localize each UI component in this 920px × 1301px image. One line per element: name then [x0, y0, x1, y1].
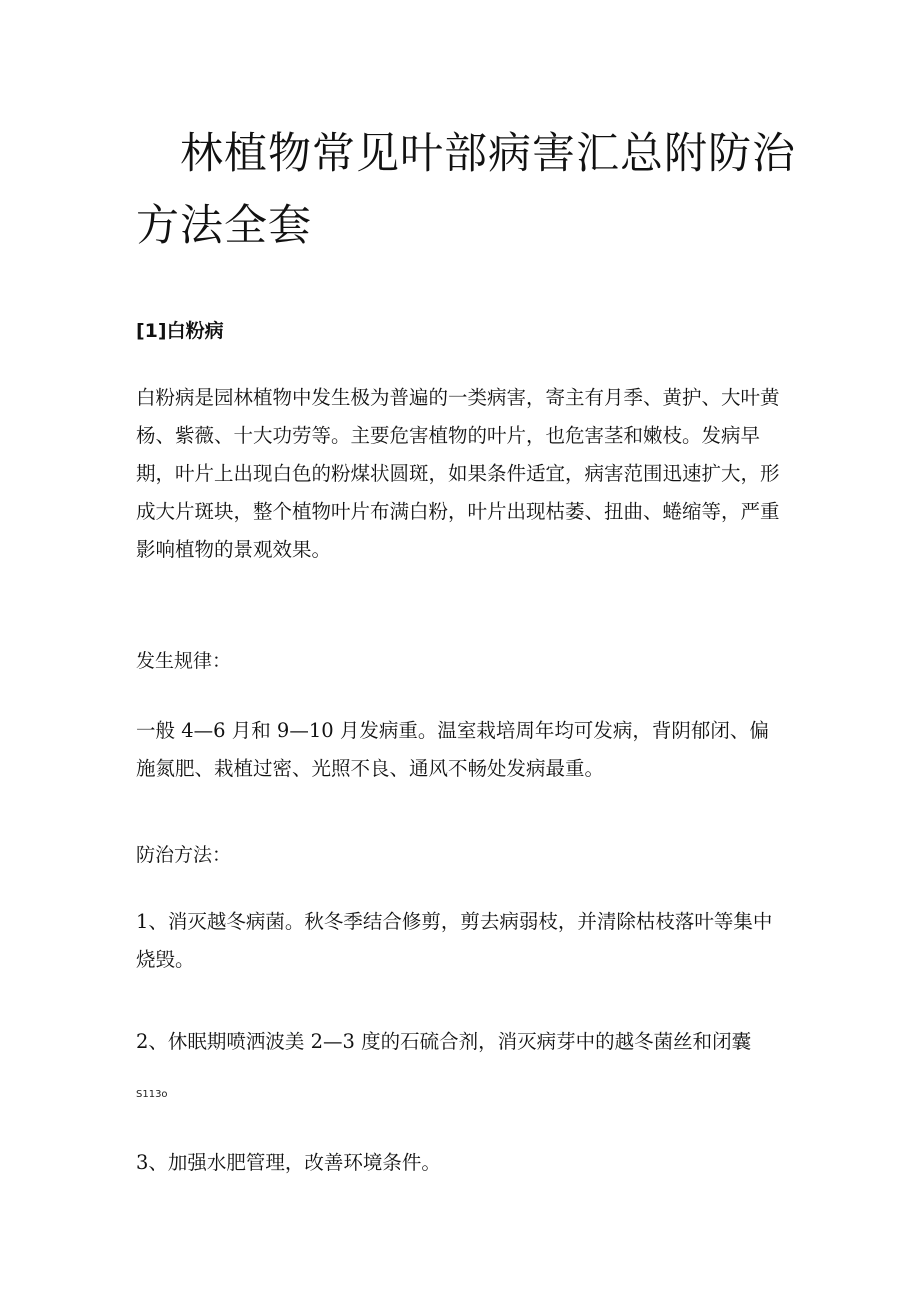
control-item-3: 3、加强水肥管理，改善环境条件。 [136, 1151, 441, 1174]
section-heading-powdery-mildew: [1]白粉病 [136, 320, 224, 342]
control-heading: 防治方法： [136, 844, 232, 866]
control-item-1: 1、消灭越冬病菌。秋冬季结合修剪，剪去病弱枝，并清除枯枝落叶等集中烧毁。 [136, 910, 773, 971]
occurrence-paragraph: 一般 4—6 月和 9—10 月发病重。温室栽培周年均可发病，背阴郁闭、偏施氮肥、栽植过密、光照不良、通风不畅处发病最重。 [136, 719, 769, 780]
control-item-2-note: S113o [136, 1089, 168, 1100]
occurrence-heading: 发生规律： [136, 650, 232, 672]
control-item-2: 2、休眠期喷洒波美 2—3 度的石硫合剂，消灭病芽中的越冬菌丝和闭囊 [136, 1030, 752, 1053]
intro-paragraph: 白粉病是园林植物中发生极为普遍的一类病害，寄主有月季、黄护、大叶黄杨、紫薇、十大功劳等。主要危害植物的叶片，也危害茎和嫩枝。发病早期，叶片上出现白色的粉煤状圆斑，如果条件适宜，病害范围迅速扩大，形成大片斑块，整个植物叶片布满白粉，叶片出现枯萎、扭曲、蜷缩等，严重影响植物的景观效果。 [136, 386, 780, 561]
document-title: 林植物常见叶部病害汇总附防治方法全套 [136, 129, 796, 251]
